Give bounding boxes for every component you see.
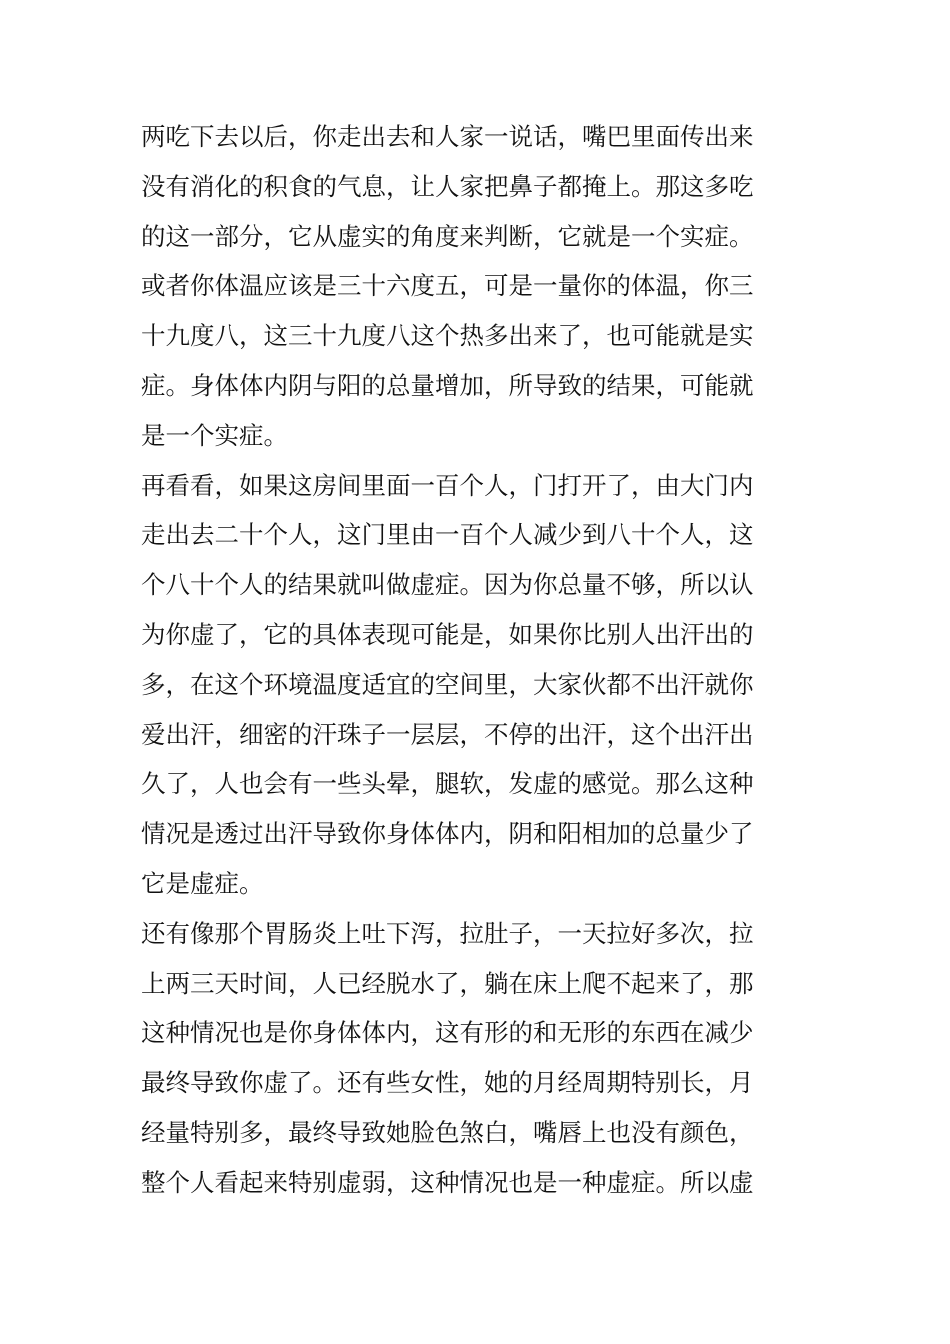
text-line: 两吃下去以后，你走出去和人家一说话，嘴巴里面传出来	[141, 122, 754, 151]
text-line: 十九度八，这三十九度八这个热多出来了，也可能就是实	[141, 321, 754, 351]
text-line: 多，在这个环境温度适宜的空间里，大家伙都不出汗就你	[141, 669, 754, 699]
text-line: 的这一部分，它从虚实的角度来判断，它就是一个实症。	[141, 221, 754, 251]
text-line: 久了，人也会有一些头晕，腿软，发虚的感觉。那么这种	[141, 769, 754, 799]
text-line: 还有像那个胃肠炎上吐下泻，拉肚子，一天拉好多次，拉	[141, 918, 754, 948]
text-line: 情况是透过出汗导致你身体体内，阴和阳相加的总量少了	[141, 819, 754, 849]
text-line: 最终导致你虚了。还有些女性，她的月经周期特别长，月	[141, 1068, 754, 1098]
text-line: 或者你体温应该是三十六度五，可是一量你的体温，你三	[141, 271, 754, 301]
text-line: 经量特别多，最终导致她脸色煞白，嘴唇上也没有颜色，	[141, 1117, 754, 1147]
text-line: 是一个实症。	[141, 420, 288, 450]
text-line: 再看看，如果这房间里面一百个人，门打开了，由大门内	[141, 470, 754, 500]
text-line: 没有消化的积食的气息，让人家把鼻子都掩上。那这多吃	[141, 171, 754, 201]
body-text	[141, 112, 791, 1208]
text-line: 爱出汗，细密的汗珠子一层层，不停的出汗，这个出汗出	[141, 719, 754, 749]
text-line: 整个人看起来特别虚弱，这种情况也是一种虚症。所以虚	[141, 1167, 754, 1197]
text-line: 症。身体体内阴与阳的总量增加，所导致的结果，可能就	[141, 370, 754, 400]
text-line: 个八十个人的结果就叫做虚症。因为你总量不够，所以认	[141, 570, 754, 600]
text-line: 上两三天时间，人已经脱水了，躺在床上爬不起来了，那	[141, 968, 754, 998]
text-line: 走出去二十个人，这门里由一百个人减少到八十个人，这	[141, 520, 754, 550]
text-line: 它是虚症。	[141, 868, 264, 898]
text-line: 为你虚了，它的具体表现可能是，如果你比别人出汗出的	[141, 619, 754, 649]
text-line: 这种情况也是你身体体内，这有形的和无形的东西在减少	[141, 1018, 754, 1048]
